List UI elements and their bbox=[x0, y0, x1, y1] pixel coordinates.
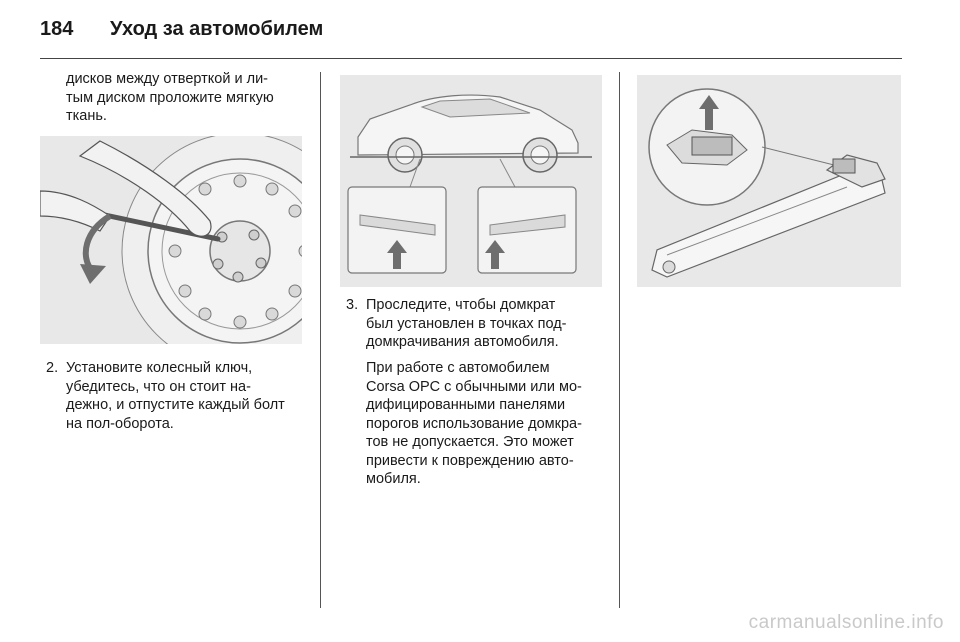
intro-line: тым диском проложите мягкую bbox=[66, 89, 274, 106]
column-divider-2 bbox=[619, 72, 620, 608]
intro-line: ткань. bbox=[66, 108, 107, 124]
step-line: был установлен в точках под- bbox=[366, 315, 567, 332]
page-number: 184 bbox=[40, 18, 74, 40]
step-line: домкрачивания автомобиля. bbox=[366, 334, 559, 350]
wheel-wrench-figure bbox=[40, 136, 302, 344]
jack-figure bbox=[637, 75, 901, 287]
watermark: carmanualsonline.info bbox=[748, 612, 944, 633]
note-line: При работе с автомобилем bbox=[366, 360, 550, 376]
jack-illustration bbox=[637, 75, 901, 287]
note-line: дифицированными панелями bbox=[366, 397, 566, 413]
note-line: Corsa OPC с обычными или мо- bbox=[366, 378, 582, 395]
wheel-wrench-illustration bbox=[40, 136, 302, 344]
step-line: Установите колесный ключ, bbox=[66, 360, 253, 376]
header-rule bbox=[40, 58, 902, 59]
jacking-points-figure bbox=[340, 75, 602, 287]
step-line: убедитесь, что он стоит на- bbox=[66, 378, 251, 395]
step-line: на пол-оборота. bbox=[66, 415, 174, 432]
step-line: Проследите, чтобы домкрат bbox=[366, 297, 556, 313]
note-line: мобиля. bbox=[366, 471, 421, 487]
step-2 bbox=[46, 359, 306, 433]
jacking-points-illustration bbox=[340, 75, 602, 287]
column-divider-1 bbox=[320, 72, 321, 608]
step-number: 2. bbox=[46, 360, 59, 376]
page-title: Уход за автомобилем bbox=[110, 18, 324, 40]
step-line: дежно, и отпустите каждый болт bbox=[66, 397, 285, 413]
opc-note bbox=[366, 359, 610, 489]
intro-text bbox=[66, 70, 306, 126]
note-line: тов не допускается. Это может bbox=[366, 434, 574, 450]
step-number: 3. bbox=[346, 297, 359, 313]
note-line: порогов использование домкра- bbox=[366, 415, 582, 432]
step-3 bbox=[346, 296, 610, 352]
note-line: привести к повреждению авто- bbox=[366, 452, 574, 469]
intro-line: дисков между отверткой и ли- bbox=[66, 71, 269, 87]
